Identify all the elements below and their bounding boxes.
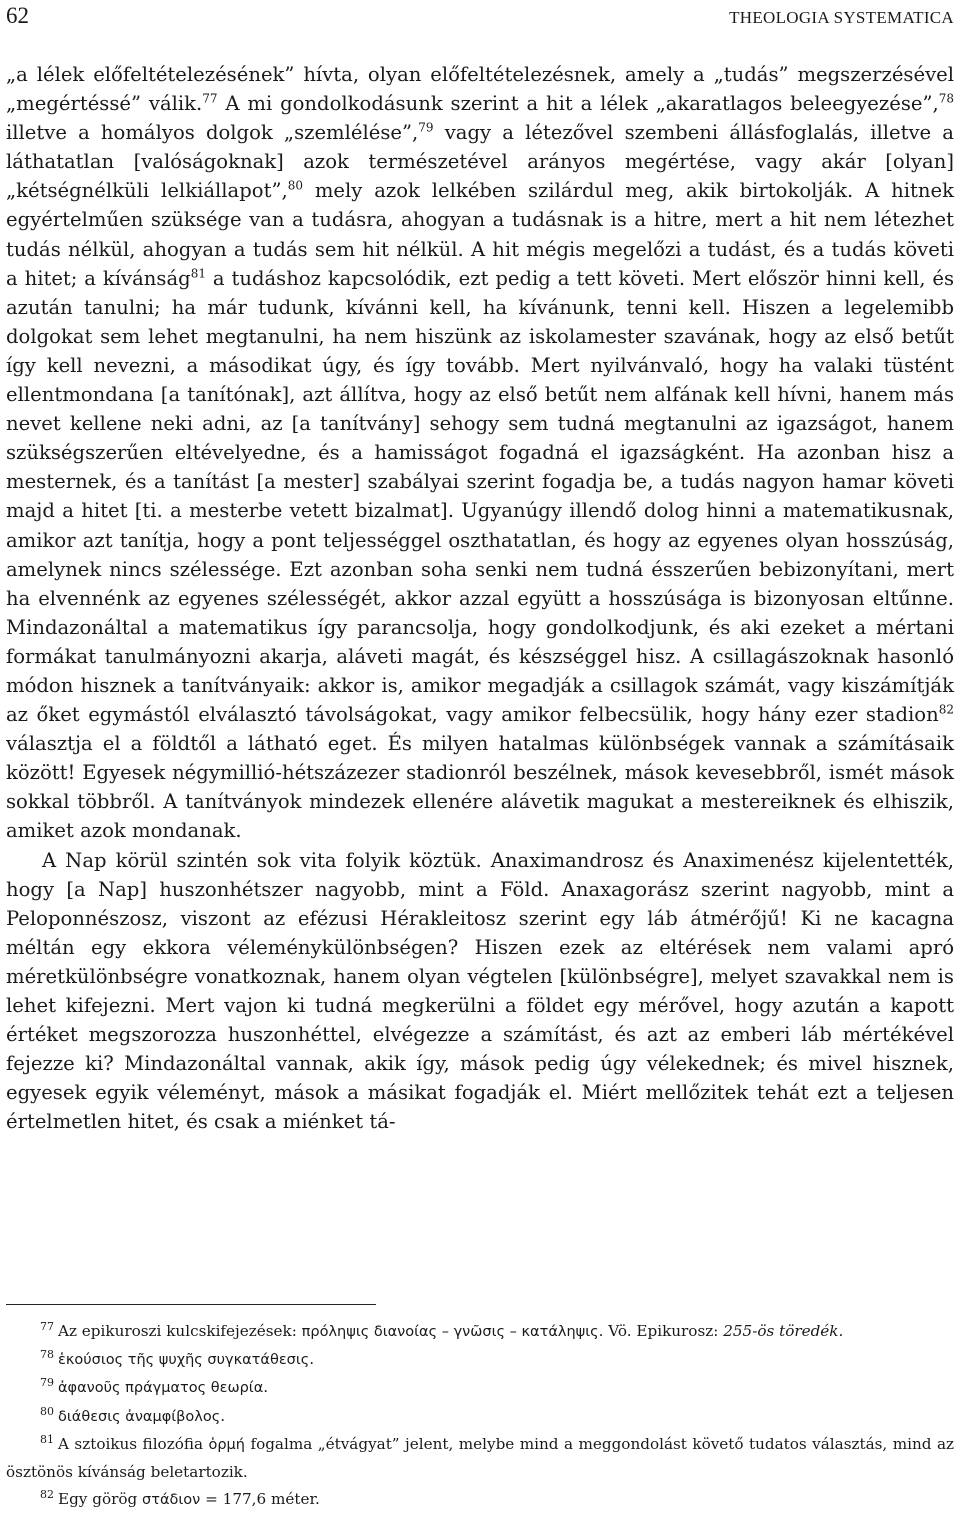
footnote-number: 79 xyxy=(40,1376,54,1390)
paragraph-2: A Nap körül szintén sok vita folyik köztük. Anaximandrosz és Anaximenész kijelentették, hogy [a Nap] huszonhétszer nagyobb, mint a Föld. Anaxagorász szerint nagyobb, mint a Peloponnészosz, viszont az efézusi Hérakleitosz szerint egy láb átmérőjű! Ki ne kacagna méltán egy ekkora véleménykülönbségen? Hiszen ezek az eltérések nem valami apró méretkülönbségre vonatkoznak, hanem olyan végtelen [különbségre], melyet szavakkal nem is lehet kifejezni. Mert vajon ki tudná megkerülni a földet egy mérővel, hogy azután a kapott értéket megszorozza huszonhéttel, elvégezze a számítást, és azt az emberi láb mértékével fejezze ki? Mindazonáltal vannak, akik így, mások pedig úgy vélekednek; és mivel hisznek, egyesek egyik véleményt, mások a másikat fogadják el. Miért mellőzitek tehát ezt a teljesen értelmetlen hitet, és csak a miénket tá- xyxy=(6,848,954,1134)
footnote-77 xyxy=(6,1318,954,1346)
footnote-text: Egy görög xyxy=(58,1490,143,1509)
footnote-ref-81[interactable]: 81 xyxy=(190,266,206,281)
footnote-number: 77 xyxy=(40,1319,54,1333)
footnote-text: fogalma „étvágyat” jelent, melybe mind a meggondolást követő tudatos választás, mind az ösztönös kívánság beletartozik. xyxy=(6,1434,954,1482)
footnote-text: . Vö. Epikurosz: xyxy=(598,1322,724,1340)
page-header xyxy=(6,2,954,32)
text-run: illetve a homályos dolgok „szemlélése”, xyxy=(6,121,419,145)
text-run: választja el a földtől a látható eget. És milyen hatalmas különbségek vannak a számításaik között! Egyesek négymillió-hétszázezer stadionról beszélnek, mások kevesebbről, ismét mások sokkal többről. A tanítványok mindezek ellenére alávetik magukat a mestereiknek és elhiszik, amiket azok mondanak. xyxy=(6,732,954,843)
footnote-82 xyxy=(6,1486,954,1514)
footnote-81 xyxy=(6,1431,954,1486)
footnote-number: 81 xyxy=(40,1432,54,1446)
footnote-text: A sztoikus filozófia xyxy=(58,1434,209,1453)
greek-text: ἀφανοῦς πράγματος θεωρία xyxy=(58,1380,264,1397)
footnote-number: 80 xyxy=(40,1404,54,1418)
footnote-78 xyxy=(6,1346,954,1374)
footnote-number: 82 xyxy=(40,1488,54,1502)
greek-text: στάδιον xyxy=(142,1492,201,1509)
greek-text: ὁρμή xyxy=(208,1436,245,1453)
main-text xyxy=(6,60,954,1136)
footnote-ref-78[interactable]: 78 xyxy=(938,91,954,106)
footnote-text: . xyxy=(220,1406,226,1425)
running-title: THEOLOGIA SYSTEMATICA xyxy=(729,8,954,27)
footnote-ref-77[interactable]: 77 xyxy=(202,91,218,106)
footnote-ref-80[interactable]: 80 xyxy=(287,178,303,193)
footnote-text: . xyxy=(263,1378,269,1397)
text-run: „a lélek előfeltételezésének” hívta, olyan előfeltételezésnek, amely a „tudás” megszerzésével „megértéssé” válik. xyxy=(6,63,954,116)
footnote-79 xyxy=(6,1374,954,1402)
text-run: A mi gondolkodásunk szerint a hit a lélek „akaratlagos beleegyezése”, xyxy=(217,92,939,116)
footnote-ref-82[interactable]: 82 xyxy=(938,702,954,717)
text-run: vagy a létezővel szembeni állásfoglalás, illetve a láthatatlan [valóságoknak] azok természetével arányos megértése, vagy akár [olyan] „kétségnélküli lelkiállapot”, xyxy=(6,121,954,203)
footnote-separator xyxy=(6,1304,376,1305)
greek-text: ἑκούσιος τῆς ψυχῆς συγκατάθεσις xyxy=(58,1352,310,1369)
page-number: 62 xyxy=(6,3,29,28)
footnote-text: Az epikuroszi kulcskifejezések: xyxy=(58,1322,302,1340)
footnote-text: . xyxy=(309,1350,315,1369)
greek-text: διάθεσις ἀναμφίβολος xyxy=(58,1408,221,1425)
footnotes xyxy=(6,1318,954,1514)
footnote-ref-79[interactable]: 79 xyxy=(418,120,434,135)
text-run: a tudáshoz kapcsolódik, ezt pedig a tett követi. Mert először hinni kell, és azután tanulni; ha már tudunk, kívánni kell, ha kívánunk, tenni kell. Hiszen a legelemibb dolgokat sem lehet megtanulni, ha nem hiszünk az iskolamester szavának, hogy az első betűt így kell nevezni, a másodikat úgy, és így tovább. Mert nyilvánvaló, hogy ha valaki tüstént ellentmondana [a tanítónak], azt állítva, hogy az első betűt nem alfának kell hívni, hanem más nevet kellene neki adni, az [a tanítvány] sehogy sem tudná megtanulni az igazságot, hanem szükségszerűen eltévelyedne, és a hamisságot fogadná el igazságként. Ha azonban hisz a mesternek, és a tanítást [a mester] szabályai szerint fogadja be, a tudás nagyon hamar követi majd a hitet [ti. a mesterbe vetett bizalmat]. Ugyanúgy illendő dolog hinni a matematikusnak, amikor azt tanítja, hogy a pont teljességgel oszthatatlan, és hogy az egyenes olyan hosszúság, amelynek nincs szélessége. Ezt azonban soha senki nem tudná ésszerűen bebizonyítani, mert ha elvennénk az egyenes szélességét, akkor azzal együtt a hosszúsága is bizonyosan eltűnne. Mindazonáltal a matematikus így parancsolja, hogy gondolkodjunk, és aki ezeket a mértani formákat tanulmányozni akarja, aláveti magát, és készséggel hisz. A csillagászoknak hasonló módon hisznek a tanítványaik: akkor is, amikor megadják a csillagok számát, vagy kiszámítják az őket egymástól elválasztó távolságokat, vagy amikor felbecsülik, hogy hány ezer stadion xyxy=(6,266,955,727)
footnote-text: = 177,6 méter. xyxy=(200,1490,320,1509)
text-run: mely azok lelkében szilárdul meg, akik birtokolják. A hitnek egyértelműen szüksége van a tudásra, ahogyan a tudásnak is a hitre, mert a hit nem létezhet tudás nélkül, ahogyan a tudás sem hit nélkül. A hit mégis megelőzi a tudást, és a tudás követi a hitet; a kívánság xyxy=(6,179,954,290)
footnote-italic: 255-ös töredék. xyxy=(723,1322,844,1340)
greek-text: πρόληψις διανοίας – γνῶσις – κατάληψις xyxy=(301,1324,599,1340)
footnote-number: 78 xyxy=(40,1348,54,1362)
footnote-80 xyxy=(6,1403,954,1431)
paragraph-1 xyxy=(6,60,954,846)
